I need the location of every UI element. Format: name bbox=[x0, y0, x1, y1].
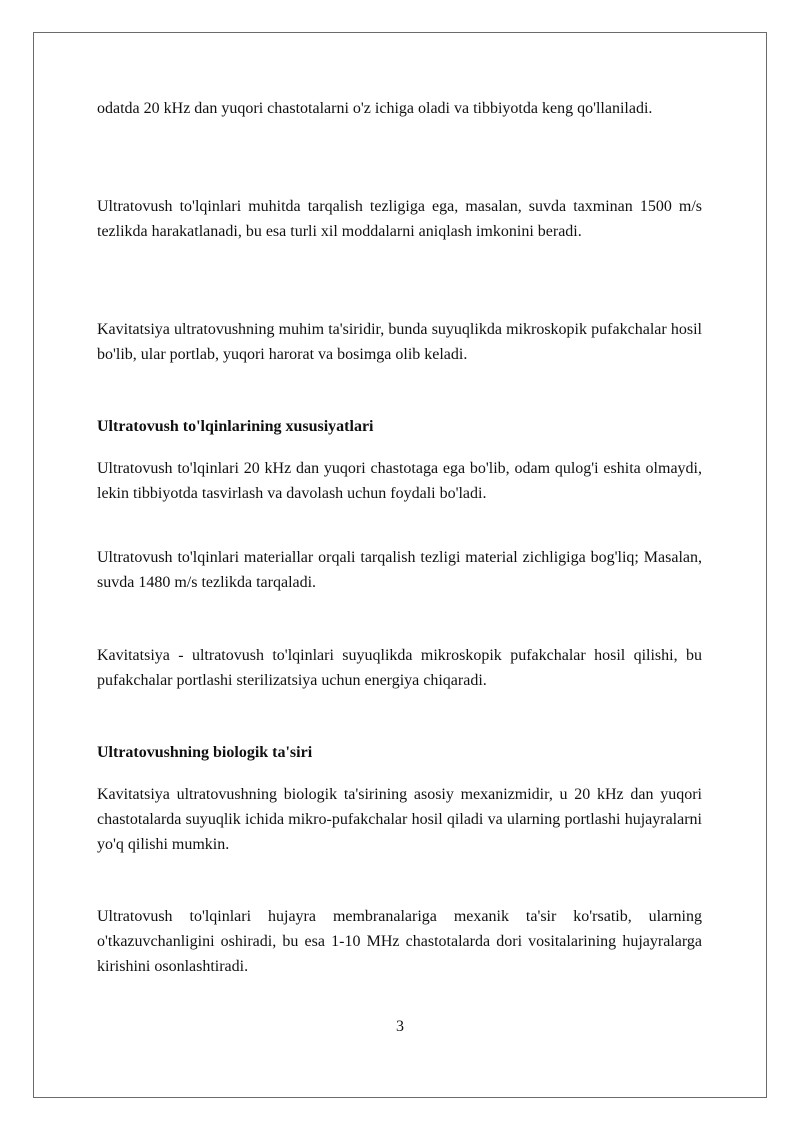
paragraph-7: Kavitatsiya ultratovushning biologik ta'sirining asosiy mexanizmidir, u 20 kHz dan yuqori chastotalarda suyuqlik ichida mikro-pufakchalar hosil qiladi va ularning portlashi hujayralarni yo'q qilishi mumkin. bbox=[97, 786, 702, 853]
section-heading-biological: Ultratovushning biologik ta'siri bbox=[97, 744, 313, 761]
section-heading-properties: Ultratovush to'lqinlarining xususiyatlari bbox=[97, 418, 374, 435]
paragraph-1: odatda 20 kHz dan yuqori chastotalarni o'z ichiga oladi va tibbiyotda keng qo'llaniladi. bbox=[97, 100, 653, 117]
paragraph-3: Kavitatsiya ultratovushning muhim ta'siridir, bunda suyuqlikda mikroskopik pufakchalar hosil bo'lib, ular portlab, yuqori harorat va bosimga olib keladi. bbox=[97, 321, 702, 363]
paragraph-6: Kavitatsiya - ultratovush to'lqinlari suyuqlikda mikroskopik pufakchalar hosil qilishi, bu pufakchalar portlashi sterilizatsiya uchun energiya chiqaradi. bbox=[97, 647, 702, 689]
paragraph-2: Ultratovush to'lqinlari muhitda tarqalish tezligiga ega, masalan, suvda taxminan 1500 m/s tezlikda harakatlanadi, bu esa turli xil moddalarni aniqlash imkonini beradi. bbox=[97, 198, 702, 240]
paragraph-4: Ultratovush to'lqinlari 20 kHz dan yuqori chastotaga ega bo'lib, odam qulog'i eshita olmaydi, lekin tibbiyotda tasvirlash va davolash uchun foydali bo'ladi. bbox=[97, 460, 702, 502]
page-number: 3 bbox=[396, 1018, 404, 1035]
paragraph-8: Ultratovush to'lqinlari hujayra membranalariga mexanik ta'sir ko'rsatib, ularning o'tkazuvchanligini oshiradi, bu esa 1-10 MHz chastotalarda dori vositalarining hujayralarga kirishini osonlashtiradi. bbox=[97, 908, 702, 975]
paragraph-5: Ultratovush to'lqinlari materiallar orqali tarqalish tezligi material zichligiga bog'liq; Masalan, suvda 1480 m/s tezlikda tarqaladi. bbox=[97, 549, 702, 591]
